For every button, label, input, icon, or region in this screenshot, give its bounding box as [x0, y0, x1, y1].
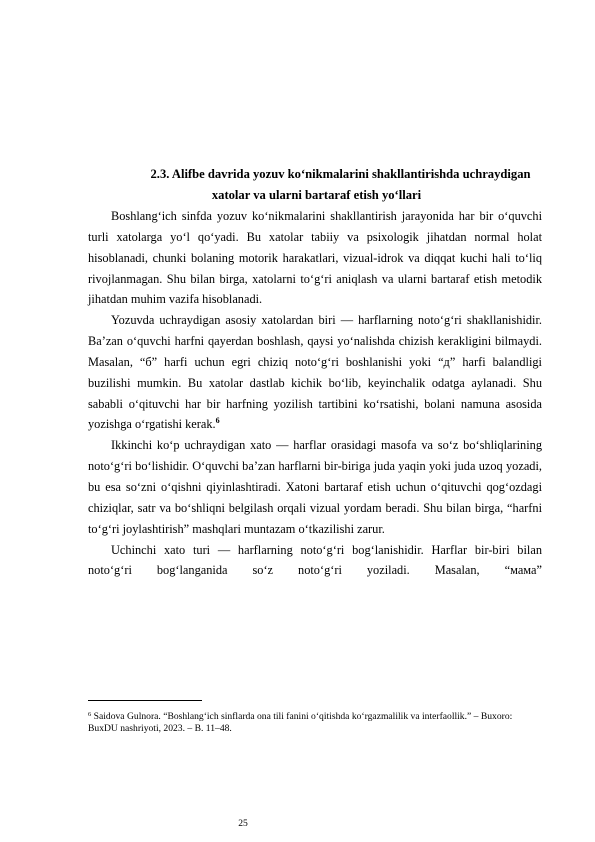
paragraph — [88, 206, 542, 310]
footnote-marker: 6 — [88, 711, 92, 718]
paragraph-text: Ikkinchi ko‘p uchraydigan xato — harflar orasidagi masofa va so‘z bo‘shliqlarining noto‘g‘ri bo‘lishidir. O‘quvchi ba’zan harflarni bir-biriga juda yaqin yoki juda uzoq yozadi, bu esa so‘zni o‘qishni qiyinlashtiradi. Xatoni bartaraf etish uchun o‘qituvchi qog‘ozdagi chiziqlar, satr va bo‘shliqni belgilash orqali vizual yordam beradi. Shu bilan birga, “harfni to‘g‘ri joylashtirish” mashqlari muntazam o‘tkazilishi zarur. — [88, 438, 542, 536]
paragraph — [88, 310, 542, 435]
section-heading — [88, 164, 545, 206]
footnote — [88, 711, 538, 735]
paragraph-text: Yozuvda uchraydigan asosiy xatolardan biri — harflarning noto‘g‘ri shakllanishidir. Ba’zan o‘quvchi harfni qayerdan boshlash, qaysi yo‘nalishda chizish kerakligini bilmaydi. Masalan, “б” harfi uchun egri chiziq noto‘g‘ri boshlanishi yoki “д” harfi balandligi buzilishi mumkin. Bu xatolar dastlab kichik bo‘lib, keyinchalik odatga aylanadi. Shu sababli o‘qituvchi har bir harfning yozilish tartibini ko‘rsatishi, bolani namuna asosida yozishga o‘rgatishi kerak. — [88, 313, 542, 432]
footnote-reference: 6 — [215, 416, 220, 426]
paragraph — [88, 435, 542, 539]
page-number: 25 — [238, 818, 248, 829]
paragraph-text: Boshlang‘ich sinfda yozuv ko‘nikmalarini shakllantirish jarayonida har bir o‘quvchi turli xatolarga yo‘l qo‘yadi. Bu xatolar tabiiy va psixologik jihatdan normal holat hisoblanadi, chunki bolaning motorik harakatlari, vizual-idrok va diqqat kuchi hali to‘liq rivojlanmagan. Shu bilan birga, xatolarni to‘g‘ri aniqlash va ularni bartaraf etish metodik jihatdan muhim vazifa hisoblanadi. — [88, 209, 542, 307]
section-heading-line-1: 2.3. Alifbe davrida yozuv ko‘nikmalarini shakllantirishda uchraydigan — [150, 167, 531, 181]
paragraph — [88, 540, 542, 582]
footnote-text: Saidova Gulnora. “Boshlang‘ich sinflarda ona tili fanini o‘qitishda ko‘rgazmalilik va interfaollik.” – Buxoro: BuxDU nashriyoti, 2023. – B. 11–48. — [88, 711, 513, 734]
paragraph-text: Uchinchi xato turi — harflarning noto‘g‘ri bog‘lanishidir. Harflar bir-biri bilan noto‘g‘ri bog‘langanida so‘z noto‘g‘ri yoziladi. Masalan, “мама” — [88, 542, 542, 578]
footnote-separator — [88, 700, 202, 701]
body-text — [88, 206, 542, 581]
section-heading-line-2: xatolar va ularni bartaraf etish yo‘llari — [211, 188, 422, 202]
